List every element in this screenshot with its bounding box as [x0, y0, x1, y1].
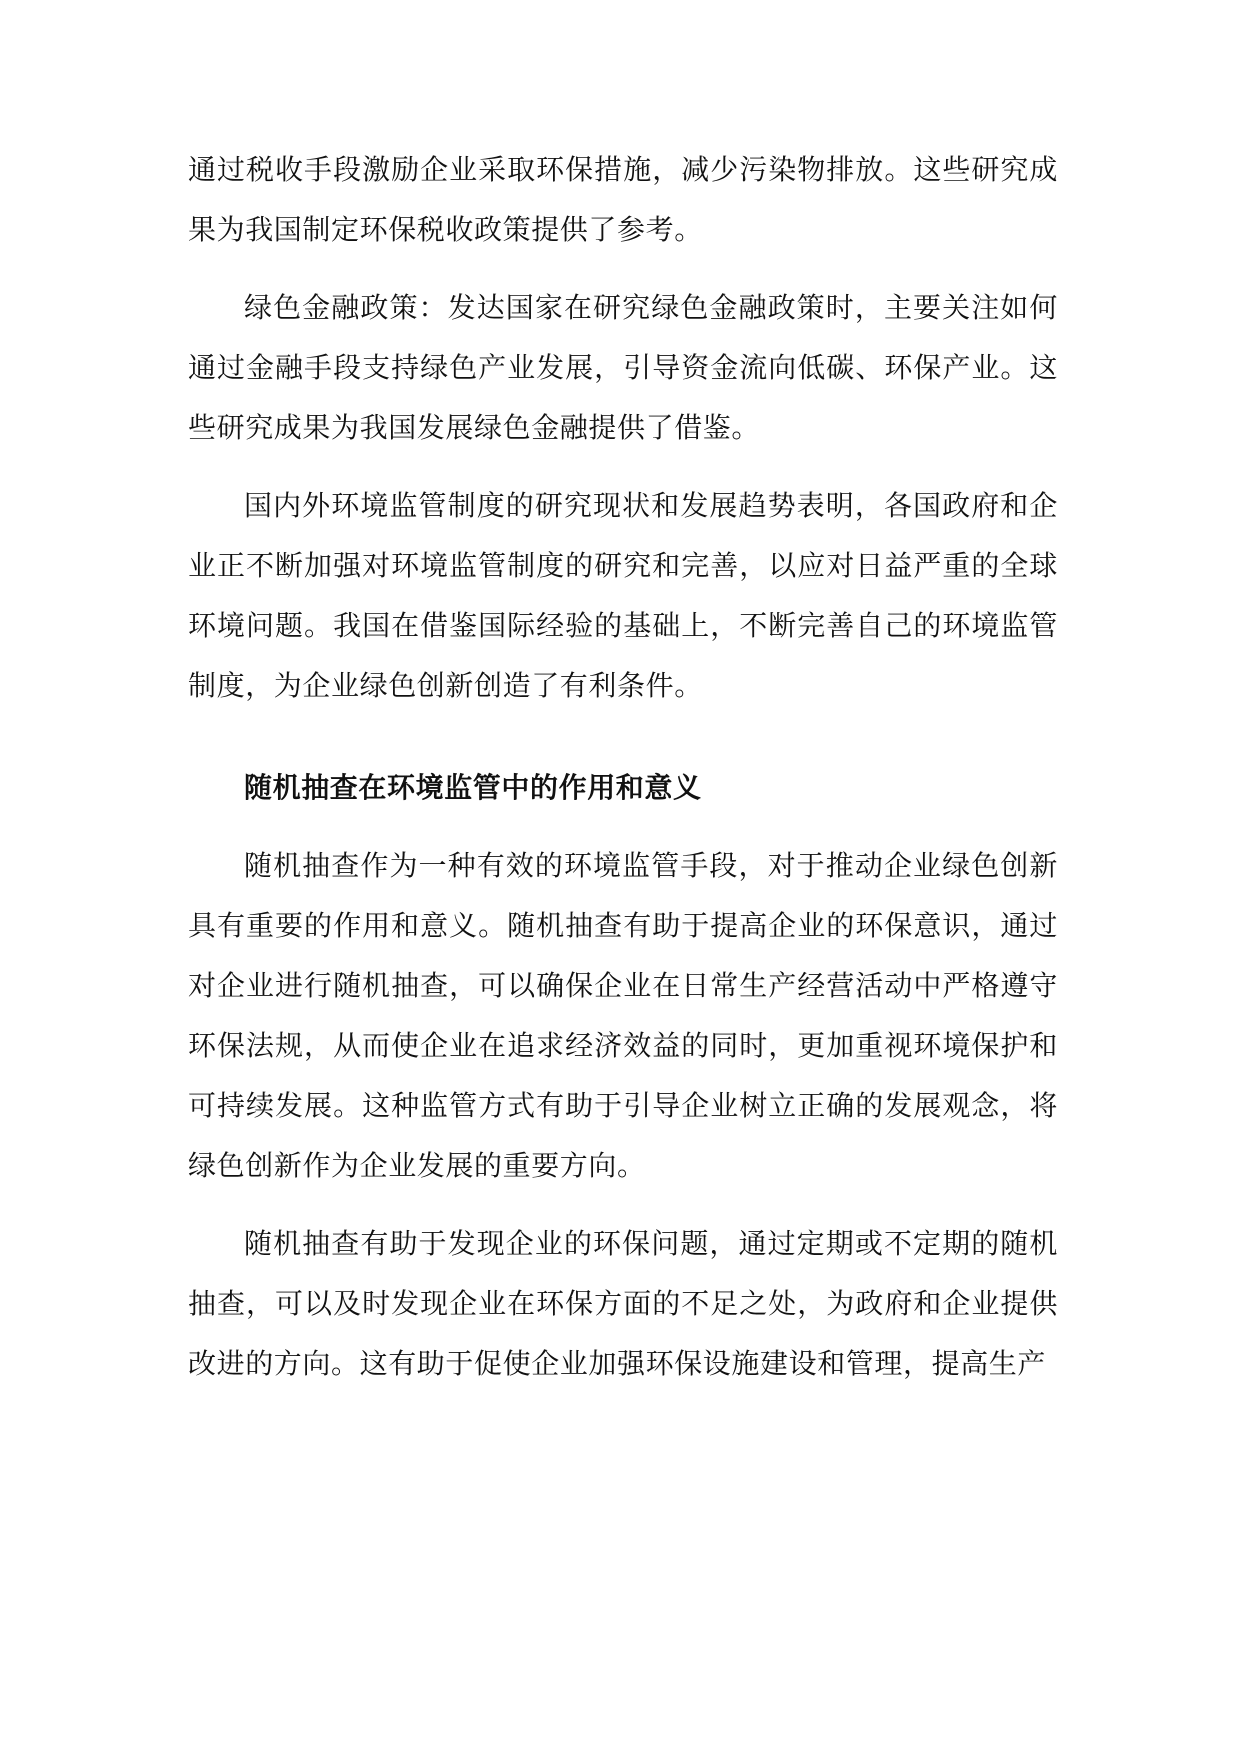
paragraph-spacer [188, 260, 1058, 278]
paragraph-regulation-trends: 国内外环境监管制度的研究现状和发展趋势表明，各国政府和企业正不断加强对环境监管制度的研究和完善，以应对日益严重的全球环境问题。我国在借鉴国际经验的基础上，不断完善自己的环境监管制度，为企业绿色创新创造了有利条件。 [188, 489, 1058, 702]
heading-spacer [188, 818, 1058, 836]
paragraph-spacer [188, 1196, 1058, 1214]
paragraph-green-finance: 绿色金融政策：发达国家在研究绿色金融政策时，主要关注如何通过金融手段支持绿色产业发展，引导资金流向低碳、环保产业。这些研究成果为我国发展绿色金融提供了借鉴。 [188, 291, 1058, 444]
paragraph-tax-policy-continued: 通过税收手段激励企业采取环保措施，减少污染物排放。这些研究成果为我国制定环保税收政策提供了参考。 [188, 153, 1058, 246]
paragraph-random-inspection-issues: 随机抽查有助于发现企业的环保问题，通过定期或不定期的随机抽查，可以及时发现企业在环保方面的不足之处，为政府和企业提供改进的方向。这有助于促使企业加强环保设施建设和管理，提高生产 [188, 1227, 1058, 1380]
paragraph-spacer [188, 458, 1058, 476]
document-body [188, 140, 1058, 1394]
section-heading: 随机抽查在环境监管中的作用和意义 [244, 771, 702, 804]
heading-spacer [188, 716, 1058, 758]
paragraph-random-inspection-role: 随机抽查作为一种有效的环境监管手段，对于推动企业绿色创新具有重要的作用和意义。随机抽查有助于提高企业的环保意识，通过对企业进行随机抽查，可以确保企业在日常生产经营活动中严格遵守环保法规，从而使企业在追求经济效益的同时，更加重视环境保护和可持续发展。这种监管方式有助于引导企业树立正确的发展观念，将绿色创新作为企业发展的重要方向。 [188, 849, 1058, 1182]
